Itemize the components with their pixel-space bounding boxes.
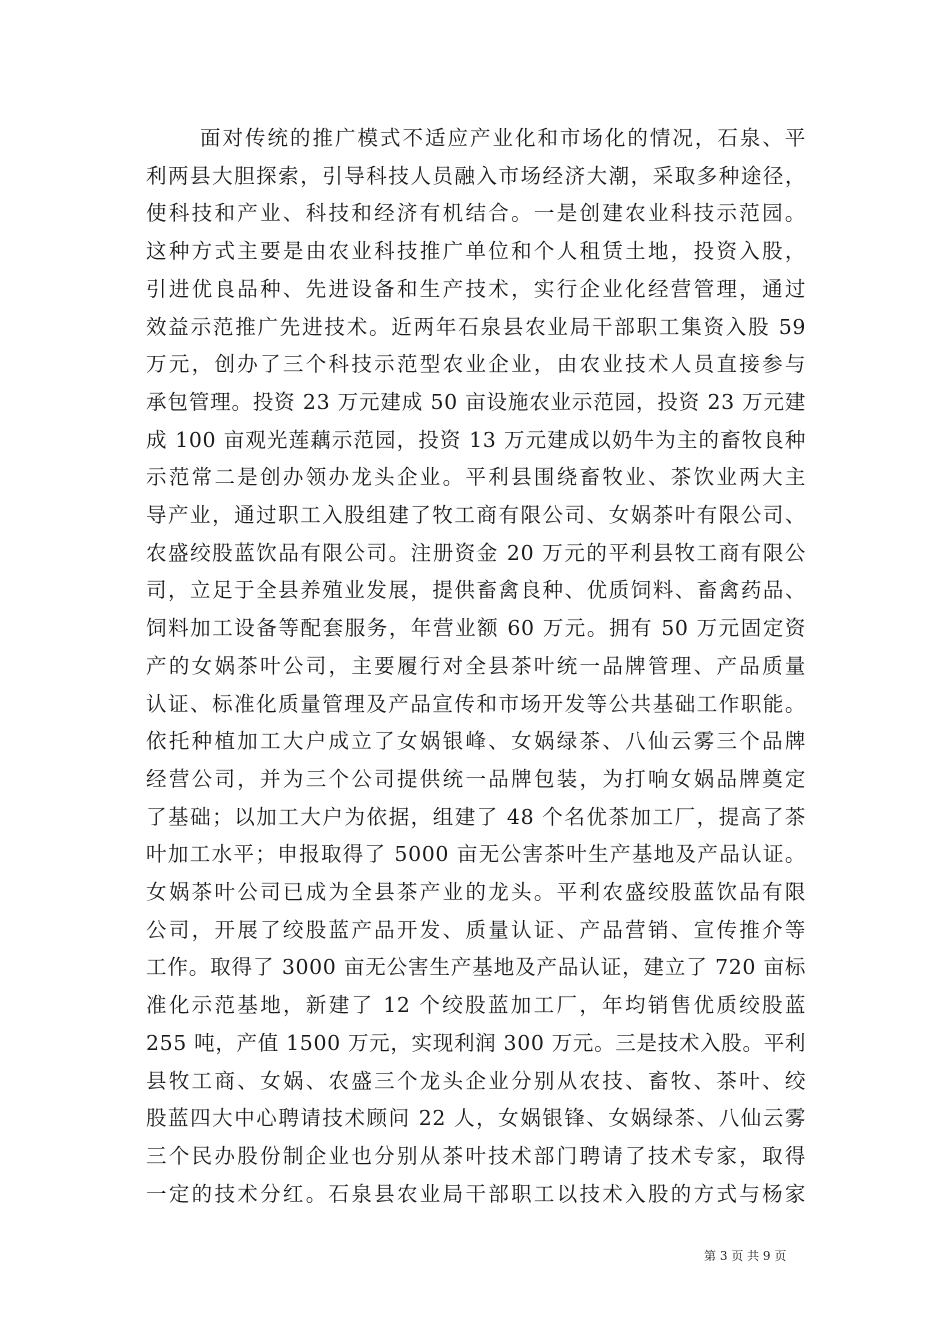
paragraph-line: 示范常二是创办领办龙头企业。平利县围绕畜牧业、茶饮业两大主 (146, 465, 806, 490)
page-number-footer: 第 3 页 共 9 页 (704, 1249, 787, 1263)
paragraph-line: 了基础；以加工大户为依据，组建了 48 个名优茶加工厂，提高了茶 (146, 804, 806, 829)
body-paragraph (146, 120, 806, 1213)
paragraph-line: 农盛绞股蓝饮品有限公司。注册资金 20 万元的平利县牧工商有限公 (146, 540, 806, 565)
paragraph-line: 饲料加工设备等配套服务，年营业额 60 万元。拥有 50 万元固定资 (146, 616, 806, 641)
paragraph-line: 导产业，通过职工入股组建了牧工商有限公司、女娲茶叶有限公司、 (146, 503, 806, 528)
paragraph-line: 认证、标准化质量管理及产品宣传和市场开发等公共基础工作职能。 (146, 691, 806, 716)
paragraph-line: 255 吨，产值 1500 万元，实现利润 300 万元。三是技术入股。平利 (146, 1030, 806, 1055)
paragraph-line: 一定的技术分红。石泉县农业局干部职工以技术入股的方式与杨家 (146, 1181, 806, 1206)
paragraph-line: 工作。取得了 3000 亩无公害生产基地及产品认证，建立了 720 亩标 (146, 955, 806, 980)
paragraph-line: 承包管理。投资 23 万元建成 50 亩设施农业示范园，投资 23 万元建 (146, 389, 806, 414)
paragraph-line: 经营公司，并为三个公司提供统一品牌包装，为打响女娲品牌奠定 (146, 766, 806, 791)
paragraph-line: 公司，开展了绞股蓝产品开发、质量认证、产品营销、宣传推介等 (146, 917, 806, 942)
paragraph-line: 这种方式主要是由农业科技推广单位和个人租赁土地，投资入股， (146, 239, 806, 264)
paragraph-line: 利两县大胆探索，引导科技人员融入市场经济大潮，采取多种途径， (146, 163, 806, 188)
paragraph-line: 效益示范推广先进技术。近两年石泉县农业局干部职工集资入股 59 (146, 314, 806, 339)
paragraph-line: 准化示范基地，新建了 12 个绞股蓝加工厂，年均销售优质绞股蓝 (146, 993, 806, 1018)
paragraph-line: 叶加工水平；申报取得了 5000 亩无公害茶叶生产基地及产品认证。 (146, 842, 806, 867)
paragraph-line: 成 100 亩观光莲藕示范园，投资 13 万元建成以奶牛为主的畜牧良种 (146, 427, 806, 452)
paragraph-line: 引进优良品种、先进设备和生产技术，实行企业化经营管理，通过 (146, 276, 806, 301)
paragraph-line: 万元，创办了三个科技示范型农业企业，由农业技术人员直接参与 (146, 352, 806, 377)
paragraph-line: 使科技和产业、科技和经济有机结合。一是创建农业科技示范园。 (146, 201, 806, 226)
paragraph-line: 司，立足于全县养殖业发展，提供畜禽良种、优质饲料、畜禽药品、 (146, 578, 806, 603)
paragraph-line: 依托种植加工大户成立了女娲银峰、女娲绿茶、八仙云雾三个品牌 (146, 729, 806, 754)
paragraph-line: 股蓝四大中心聘请技术顾问 22 人，女娲银锋、女娲绿茶、八仙云雾 (146, 1106, 806, 1131)
paragraph-line: 面对传统的推广模式不适应产业化和市场化的情况，石泉、平 (200, 126, 806, 150)
paragraph-line: 三个民办股份制企业也分别从茶叶技术部门聘请了技术专家，取得 (146, 1143, 806, 1168)
paragraph-line: 县牧工商、女娲、农盛三个龙头企业分别从农技、畜牧、茶叶、绞 (146, 1068, 806, 1093)
paragraph-line: 女娲茶叶公司已成为全县茶产业的龙头。平利农盛绞股蓝饮品有限 (146, 880, 806, 905)
paragraph-line: 产的女娲茶叶公司，主要履行对全县茶叶统一品牌管理、产品质量 (146, 653, 806, 678)
